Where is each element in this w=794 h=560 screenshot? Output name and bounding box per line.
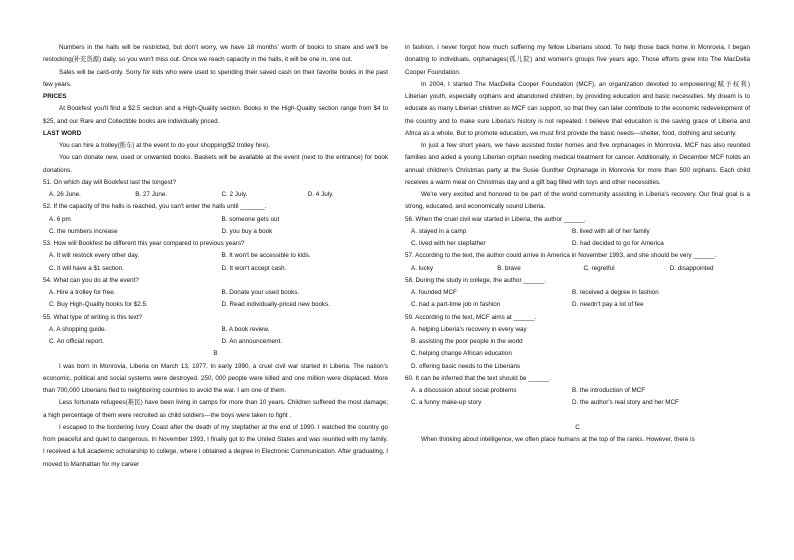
option: B. the introduction of MCF [572, 387, 646, 394]
paragraph-card-only: Sales will be card-only. Sorry for kids who were used to spending their saved cash on their favorite books in the past few years. [43, 68, 388, 88]
question-60: 60. It can be inferred that the text should be ______. [405, 374, 551, 382]
question-56-options-cd [405, 238, 750, 250]
option: A. founded MCF [411, 289, 457, 296]
option: C. It will have a $1 section. [49, 264, 124, 272]
option: A. stayed in a camp [411, 227, 467, 235]
section-c-heading: C [575, 423, 580, 431]
option: D. needn't pay a lot of fee [572, 301, 644, 309]
question-60-options-ab [405, 385, 750, 397]
question-54-options-ab [43, 287, 388, 299]
question-58-options-cd [405, 299, 750, 311]
question-57-options [405, 263, 750, 275]
passage-c-paragraph-1: When thinking about intelligence, we often place humans at the top of the ranks. However, there is [421, 435, 695, 443]
option: C. 2 July. [221, 191, 248, 198]
option: C. regretful [583, 264, 615, 272]
option: A. 26 June. [49, 191, 81, 198]
passage-b-paragraph-6: In just a few short years, we have assisted foster homes and five orphanages in Monrovia. MCF has also reunited families and aided a young Liberian orphan needing medical treatment for cancer. Additionally, in December MCF holds an annual children's Christmas party at the Susie Gunther Orphanage in Monrovia for more than 500 orphans. Each child receives a warm meal on Christmas day and a gift bag filled with toys and other necessities. [405, 142, 750, 186]
question-52: 52. If the capacity of the halls is reached, you can't enter the halls until _______. [43, 203, 267, 211]
option: D. Read individually-priced new books. [221, 301, 331, 309]
question-57: 57. According to the text, the author could arrive in America in November 1993, and she should be very ______. [405, 252, 717, 260]
option: A. A shopping guide. [49, 325, 107, 333]
option: C. a funny make-up story [411, 399, 482, 407]
passage-b-paragraph-7: We're very excited and honored to be part of the world community assisting in Liberia's recovery. Our final goal is a strong, educated, and economically sound Liberia. [405, 191, 750, 211]
question-60-options-cd [405, 397, 750, 409]
option: B. assisting the poor people in the world [411, 338, 523, 345]
question-58-options-ab [405, 287, 750, 299]
question-56: 56. When the cruel civil war started in Liberia, the author ______. [405, 215, 587, 223]
option: C. An official report. [49, 338, 104, 345]
question-54-options-cd [43, 299, 388, 311]
option: B. received a degree in fashion [572, 289, 659, 296]
option: A. lucky [411, 264, 434, 272]
option: B. lived with all of her family [572, 227, 650, 235]
question-55: 55. What type of writing is this text? [43, 313, 143, 321]
option: D. offering basic needs to the Liberians [411, 362, 521, 370]
question-53-options-cd [43, 263, 388, 275]
option: A. It will restock every other day. [49, 252, 140, 260]
question-54: 54. What can you do at the event? [43, 276, 139, 284]
option: D. It won't accept cash. [221, 264, 287, 272]
paragraph-capacity: Numbers in the halls will be restricted, but don't worry, we have 18 months' worth of books to share and we'll be restocking(补充货源) daily, so you won't miss out. Once we reach capacity in the halls, it will be one in, one out. [43, 44, 388, 64]
option: D. disappointed [669, 264, 714, 272]
question-55-options-ab [43, 324, 388, 336]
option: B. It won't be accessible to kids. [221, 252, 311, 260]
left-column [43, 42, 388, 471]
section-b-heading: B [213, 350, 218, 358]
passage-b-paragraph-3: I escaped to the bordering Ivory Coast after the death of my stepfather at the end of 1990. I watched the country go from peaceful and quiet to dangerous. In November 1993, I finally got to the United States and was reunited with my family. I received a full academic scholarship to college, where I obtained a degree in Electronic Communication. After graduating, I moved to Manhattan for my career [43, 423, 388, 468]
option: B. A book review. [221, 325, 270, 333]
option: C. helping change African education [411, 350, 512, 358]
question-51-options [43, 189, 388, 201]
paragraph-donate: You can donate new, used or unwanted books. Baskets will be available at the event (next to the entrance) for book donations. [43, 154, 388, 174]
option: B. someone gets out [221, 215, 280, 223]
passage-b-paragraph-2: Less fortunate refugees(难民) have been living in camps for more than 10 years. Children suffered the most damage; a high percentage of them were recruited as child soldiers---the boys were taken to fight . [43, 399, 388, 419]
question-52-options-cd [43, 226, 388, 238]
question-55-options-cd [43, 336, 388, 348]
question-52-options-ab [43, 214, 388, 226]
question-59: 59. According to the text, MCF aims at ______. [405, 313, 537, 321]
option: D. you buy a book [221, 227, 273, 235]
passage-b-paragraph-5: In 2004, I started The MacDella Cooper Foundation (MCF), an organization devoted to empowering(赋予权利) Liberian youth, especially orphans and abandoned children, by providing education and basic necessities. My dream is to educate as many Liberian children as MCF can support, so that they can later contribute to the economic redevelopment of the country and to make sure Liberia's history is not repeated. I believe that education is the saving grace of Liberia and Africa as a whole. But to promote education, we must first provide the basic needs---shelter, food, clothing and security. [405, 80, 750, 137]
option: A. a discussion about social problems [411, 387, 517, 394]
paragraph-prices: At Bookfest you'll find a $2.5 section and a High-Quality section. Books in the High-Quality section range from $4 to $25, and our Rare and Collectible books are individually priced. [43, 105, 388, 125]
question-56-options-ab [405, 226, 750, 238]
option: A. helping Liberia's recovery in every way [411, 325, 527, 333]
paragraph-trolley: You can hire a trolley(推车) at the event to do your shopping($2 trolley hire). [59, 142, 270, 149]
option: D. the author's real story and her MCF [572, 399, 679, 407]
question-51: 51. On which day will Bookfest last the longest? [43, 178, 177, 186]
right-column [405, 42, 750, 446]
option: C. the numbers increase [49, 227, 118, 235]
option: C. Buy High-Quality books for $2.5. [49, 301, 148, 309]
question-53-options-ab [43, 250, 388, 262]
question-53: 53. How will Bookfest be different this year compared to previous years? [43, 240, 245, 247]
option: B. brave [497, 264, 521, 272]
passage-b-paragraph-1: I was born in Monrovia, Liberia on March 13, 1977. In early 1990, a cruel civil war started in Liberia. The nation's economic, political and social systems were destroyed. 250, 000 people were killed and one million were displaced. More than 700,000 Liberians fled to neighboring countries to avoid the war. I am one of them. [43, 362, 388, 394]
passage-b-paragraph-4: in fashion. I never forgot how much suffering my fellow Liberians stood. To help those back home in Monrovia, I began donating to individuals, orphanages(孤儿院) and women's groups five years ago. Those efforts grew into The MacDella Cooper Foundation. [405, 44, 750, 76]
option: C. had a part-time job in fashion [411, 301, 501, 309]
option: D. 4 July. [307, 191, 334, 198]
option: B. 27 June. [135, 191, 168, 198]
option: A. Hire a trolley for free. [49, 289, 116, 296]
option: B. Donate your used books. [221, 289, 300, 296]
question-58: 58. During the study in college, the author ______. [405, 276, 547, 284]
option: D. An announcement. [221, 338, 283, 345]
option: D. had decided to go for America [572, 240, 664, 247]
option: C. lived with her stepfather [411, 240, 486, 247]
prices-heading: PRICES [43, 93, 67, 100]
last-word-heading: LAST WORD [43, 129, 82, 137]
option: A. 6 pm [49, 215, 71, 223]
